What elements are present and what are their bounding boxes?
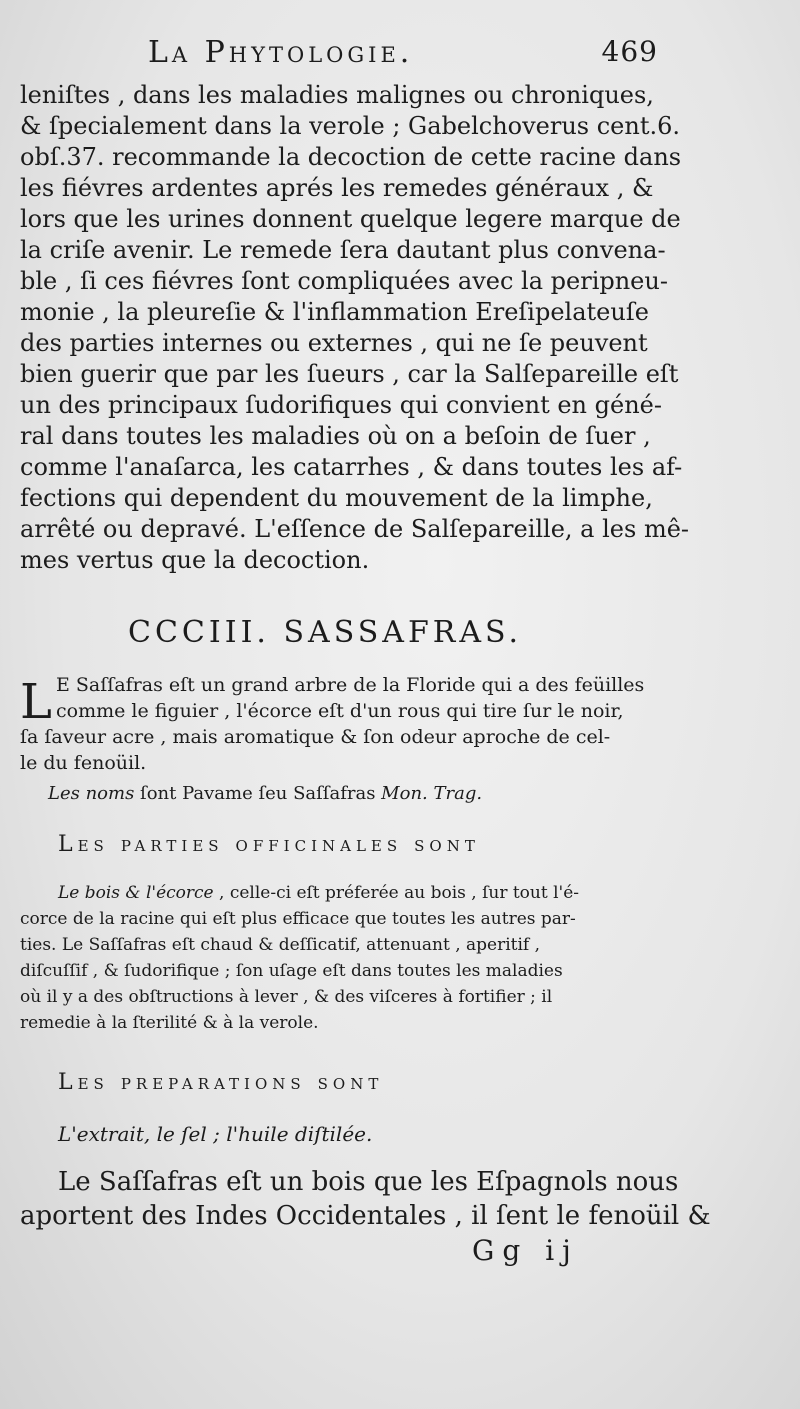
running-header (148, 35, 658, 70)
text-line: fections qui dependent du mouvement de la limphe, (20, 484, 653, 512)
parts-label: Le bois & l'écorce (58, 883, 214, 903)
text-line: arrêté ou depravé. L'eſſence de Salſepareille, a les mê- (20, 515, 690, 543)
text-line: & ſpecialement dans la verole ; Gabelchoverus cent.6. (20, 112, 681, 140)
names-line (48, 783, 482, 804)
text-line: où il y a des obſtructions à lever , & des viſceres à fortifier ; il (20, 987, 553, 1007)
text-line: diſcuſſif , & ſudorifique ; ſon uſage eſt dans toutes les maladies (20, 961, 563, 981)
drop-cap: L (20, 674, 52, 730)
text-line (20, 880, 660, 906)
text-line: leniſtes , dans les maladies malignes ou chroniques, (20, 81, 654, 109)
text-line: obſ.37. recommande la decoction de cette racine dans (20, 143, 682, 171)
paragraph-officinal-parts (20, 880, 660, 1036)
text-line: ſa ſaveur acre , mais aromatique & ſon odeur aproche de cel- (20, 726, 611, 748)
paragraph-sassafras-origin (20, 1165, 711, 1233)
text-line: ties. Le Saſſafras eſt chaud & deſſicatif, attenuant , aperitif , (20, 935, 541, 955)
page-number: 469 (601, 35, 658, 68)
text-line: corce de la racine qui eſt plus efficace que toutes les autres par- (20, 909, 576, 929)
paragraph-sassafras-description (20, 672, 648, 776)
text-line: les fiévres ardentes aprés les remedes généraux , & (20, 174, 654, 202)
section-title: CCCIII. SASSAFRAS. (128, 615, 523, 650)
names-text: ſont Pavame ſeu Saſſafras (134, 783, 382, 804)
text-line: le du fenoüil. (20, 752, 147, 774)
running-title: La Phytologie. (148, 35, 414, 70)
subheading-officinal-parts: Les parties officinales sont (58, 832, 480, 857)
text-line: comme l'anaſarca, les catarrhes , & dans toutes les af- (20, 453, 683, 481)
text-line: lors que les urines donnent quelque legere marque de (20, 205, 681, 233)
text-line: aportent des Indes Occidentales , il ſent le fenoüil & (20, 1201, 711, 1231)
names-source: Mon. Trag. (381, 783, 483, 804)
signature-mark: Gg ij (472, 1234, 579, 1267)
text-line: ble , ſi ces fiévres ſont compliquées avec la peripneu- (20, 267, 668, 295)
text-line: comme le figuier , l'écorce eſt d'un rous qui tire ſur le noir, (56, 700, 624, 722)
text-line: Le Saſſafras eſt un bois que les Eſpagnols nous (58, 1167, 679, 1197)
text-line: remedie à la ſterilité & à la verole. (20, 1013, 319, 1033)
text-line: un des principaux ſudorifiques qui convient en géné- (20, 391, 662, 419)
subheading-preparations: Les preparations sont (58, 1070, 384, 1095)
parts-text: , celle-ci eſt préferée au bois , ſur tout l'é- (219, 883, 580, 903)
text-line: ral dans toutes les maladies où on a beſoin de ſuer , (20, 422, 651, 450)
text-line: la criſe avenir. Le remede ſera dautant plus convena- (20, 236, 666, 264)
preparations-list: L'extrait, le ſel ; l'huile diſtilée. (58, 1122, 373, 1146)
text-line: mes vertus que la decoction. (20, 546, 370, 574)
text-line: monie , la pleureſie & l'inflammation Ereſipelateuſe (20, 298, 649, 326)
text-line: bien guerir que par les ſueurs , car la Salſepareille eſt (20, 360, 679, 388)
names-label: Les noms (48, 783, 135, 804)
text-line: des parties internes ou externes , qui ne ſe peuvent (20, 329, 648, 357)
paragraph-salsepareille-continued (20, 80, 690, 576)
text-line: E Saſſafras eſt un grand arbre de la Floride qui a des feüilles (56, 674, 645, 696)
